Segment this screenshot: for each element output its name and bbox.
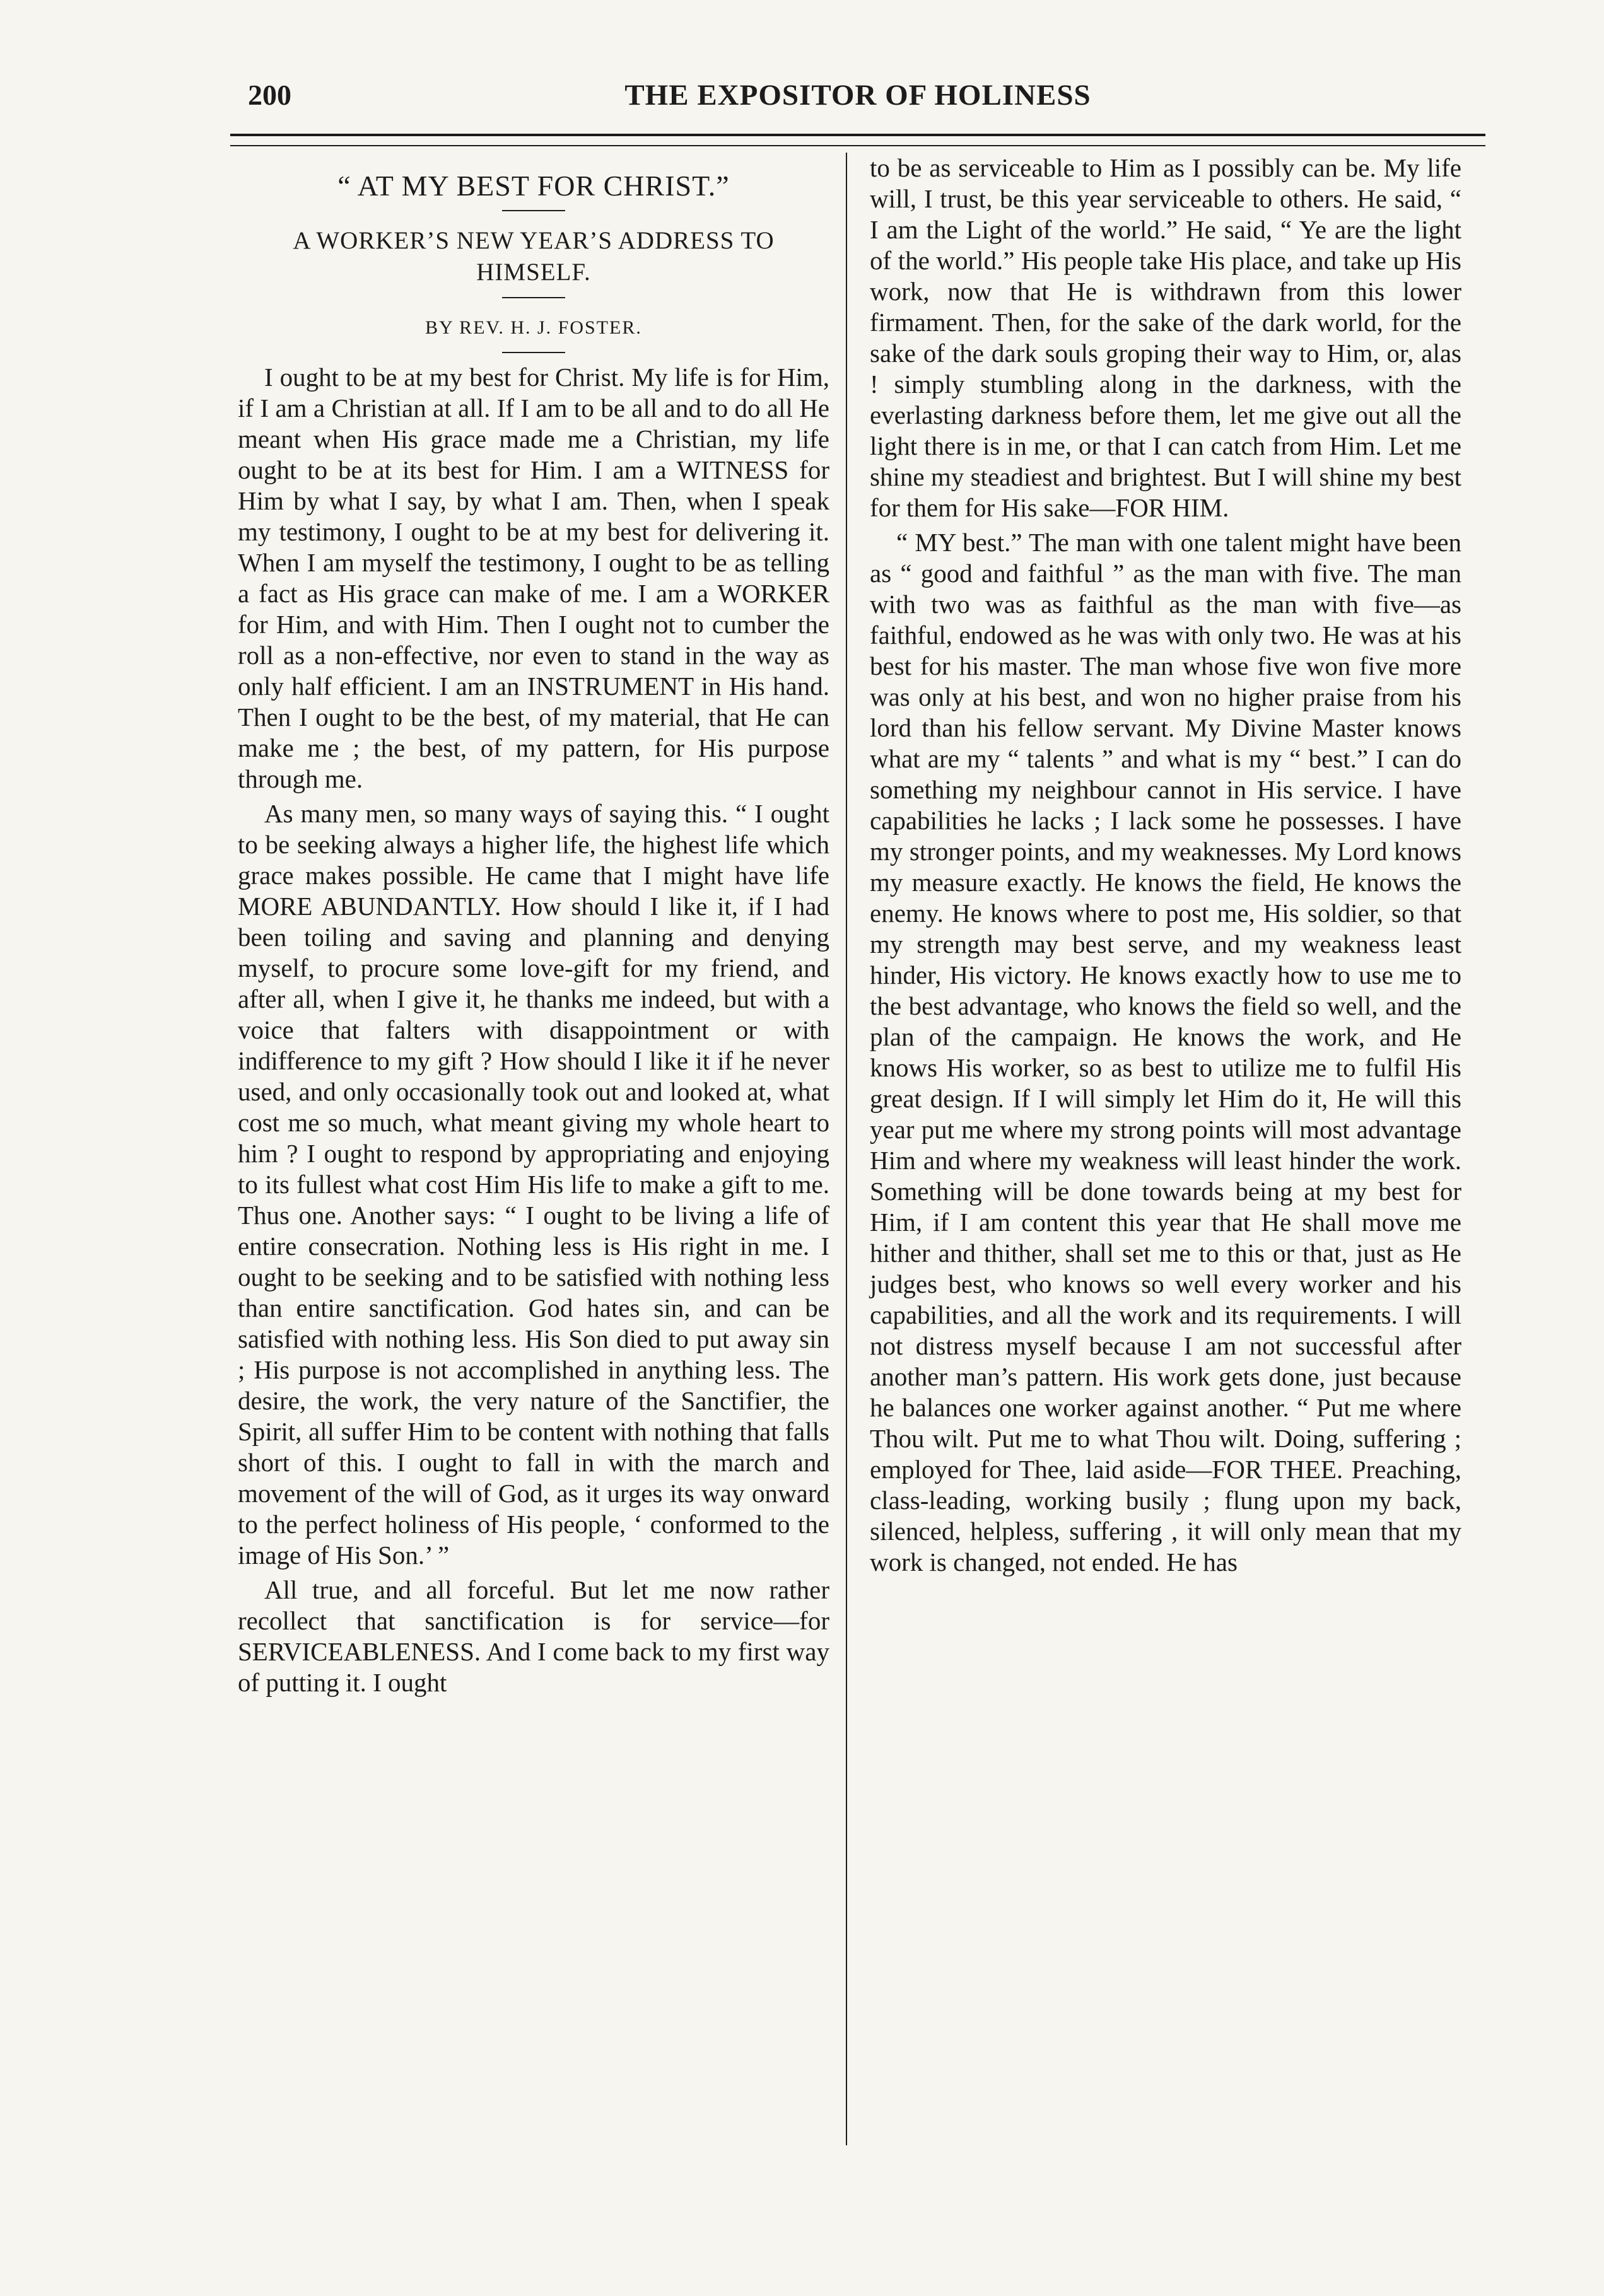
article-byline: BY REV. H. J. FOSTER.: [425, 317, 642, 338]
subtitle-rule: [502, 297, 565, 298]
right-column: [870, 153, 1461, 1578]
article-subtitle: A WORKER’S NEW YEAR’S ADDRESS TO HIMSELF.: [293, 227, 775, 286]
byline-rule: [502, 352, 565, 353]
article-columns: [230, 153, 1485, 2220]
running-title: THE EXPOSITOR OF HOLINESS: [624, 79, 1091, 112]
header-double-rule: [230, 134, 1485, 146]
paragraph: As many men, so many ways of saying this. “ I ought to be seeking always a higher life, the highest life which grace makes possible. He came that I might have life MORE ABUNDANTLY. How should I like it, if I had been toiling and saving and planning and denying myself, to procure some love-gift for my friend, and after all, when I give it, he thanks me indeed, but with a voice that falters with disappointment or with indifference to my gift ? How should I like it if he never used, and only occasionally took out and looked at, what cost me so much, what meant giving my whole heart to him ? I ought to respond by appropriating and enjoying to its fullest what cost Him His life to make a gift to me. Thus one. Another says: “ I ought to be living a life of entire consecration. Nothing less is His right in me. I ought to be seeking and to be satisfied with nothing less than entire sanctification. God hates sin, and can be satisfied with nothing less. His Son died to put away sin ; His purpose is not accomplished in anything less. The desire, the work, the very nature of the Sanctifier, the Spirit, all suffer Him to be content with nothing that falls short of this. I ought to fall in with the march and movement of the will of God, as it urges its way onward to the perfect holiness of His people, ‘ conformed to the image of His Son.’ ”: [238, 799, 829, 1570]
left-column: [238, 153, 829, 1698]
journal-page: [230, 76, 1485, 2220]
paragraph: I ought to be at my best for Christ. My life is for Him, if I am a Christian at all. If I am to be all and to do all He meant when His grace made me a Christian, my life ought to be at its best for Him. I am a WITNESS for Him by what I say, by what I am. Then, when I speak my testimony, I ought to be at my best for delivering it. When I am myself the testimony, I ought to be as telling a fact as His grace can make of me. I am a WORKER for Him, and with Him. Then I ought not to cumber the roll as a non-effective, nor even to stand in the way as only half efficient. I am an INSTRUMENT in His hand. Then I ought to be the best, of my material, that He can make me ; the best, of my pattern, for His purpose through me.: [238, 363, 829, 793]
column-divider: [846, 153, 847, 2145]
title-rule: [502, 210, 565, 211]
page-header: [230, 76, 1485, 139]
paragraph: All true, and all forceful. But let me now rather recollect that sanctification is for service—for SERVICEABLENESS. And I come back to my first way of putting it. I ought: [238, 1575, 829, 1697]
article-title: “ AT MY BEST FOR CHRIST.”: [337, 170, 730, 202]
paragraph: “ MY best.” The man with one talent might have been as “ good and faithful ” as the man with five. The man with two was as faithful as the man with five—as faithful, endowed as he was with only two. He was at his best for his master. The man whose five won five more was only at his best, and won no higher praise from his lord than his fellow servant. My Divine Master knows what are my “ talents ” and what is my “ best.” I can do something my neighbour cannot in His service. I have capabilities he lacks ; I lack some he possesses. I have my stronger points, and my weaknesses. My Lord knows my measure exactly. He knows the field, He knows the enemy. He knows where to post me, His soldier, so that my strength may best serve, and my weakness least hinder, His victory. He knows exactly how to use me to the best advantage, who knows the field so well, and the plan of the campaign. He knows the work, and He knows His worker, so as best to utilize me to fulfil His great design. If I will simply let Him do it, He will this year put me where my strong points will most advantage Him and where my weakness will least hinder the work. Something will be done towards being at my best for Him, if I am content this year that He shall move me hither and thither, shall set me to this or that, just as He judges best, who knows so well every worker and his capabilities, and all the work and its requirements. I will not distress myself because I am not successful after another man’s pattern. His work gets done, just because he balances one worker against another. “ Put me where Thou wilt. Put me to what Thou wilt. Doing, suffering ; employed for Thee, laid aside—FOR THEE. Preaching, class-leading, working busily ; flung upon my back, silenced, helpless, suffering , it will only mean that my work is changed, not ended. He has: [870, 528, 1461, 1576]
paragraph-continued: to be as serviceable to Him as I possibly can be. My life will, I trust, be this year serviceable to others. He said, “ I am the Light of the world.” He said, “ Ye are the light of the world.” His people take His place, and take up His work, now that He is withdrawn from this lower firmament. Then, for the sake of the dark world, for the sake of the dark souls groping their way to Him, or, alas ! simply stumbling along in the darkness, with the everlasting darkness before them, let me give out all the light there is in me, or that I can catch from Him. Let me shine my steadiest and brightest. But I will shine my best for them for His sake—FOR HIM.: [870, 153, 1461, 522]
page-number: 200: [248, 79, 291, 111]
